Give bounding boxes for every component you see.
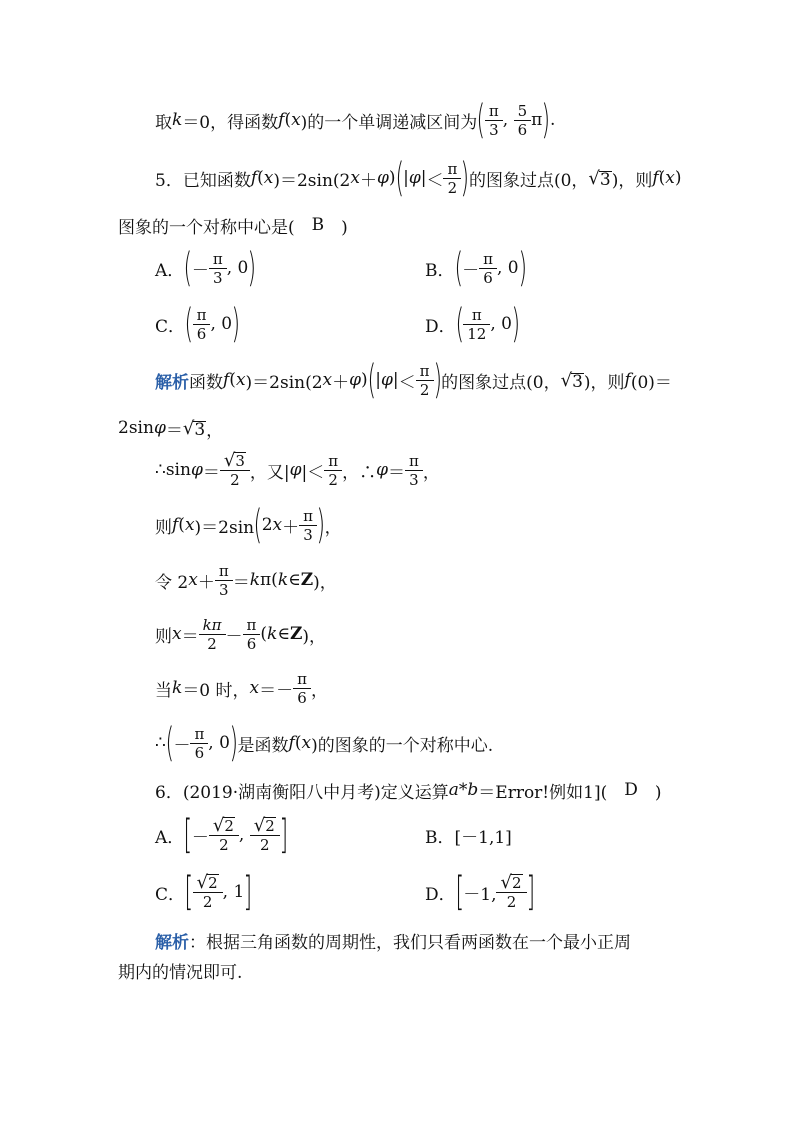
solution-5-line-2: 2sin φ ＝ √ 3 ， bbox=[118, 417, 224, 441]
solution-5-line-3: ∴sin φ ＝ √ 3 2 ，又| φ |＜ $\frac{\pi}{2}$ ，∴ φ ＝ $\frac{\pi}{3}$ ， bbox=[155, 449, 440, 489]
option-a: A． ( － $\frac{\pi}{3}$ , 0 ) bbox=[155, 245, 257, 291]
q6-option-c: C． [ √ 2 2 , 1 ] bbox=[155, 869, 253, 915]
q6-option-d: D． [ －1, √ 2 2 ] bbox=[425, 869, 535, 915]
solution-5-line-4: 则 f ( x )＝2sin ( 2 x ＋ $\frac{\pi}{3}$ ) ， bbox=[155, 502, 342, 548]
question-5-stem-cont: 图象的一个对称中心是( B ) bbox=[118, 215, 348, 238]
sqrt: √ 3 bbox=[588, 167, 611, 190]
solution-5-line-6: 则 x ＝ $\frac{k\pi}{2}$ － $\frac{\pi}{6}$ ( k ∈ Z )， bbox=[155, 615, 327, 653]
solution-6-line-2: 期内的情况即可. bbox=[118, 962, 243, 983]
fraction: $\frac{\pi}{3}$ bbox=[487, 102, 501, 139]
solution-6-line-1: 解析 ：根据三角函数的周期性，我们只看两函数在一个最小正周 bbox=[155, 932, 631, 953]
solution-5-line-5: 令 2 x ＋ $\frac{\pi}{3}$ ＝ k π( k ∈ Z )， bbox=[155, 561, 337, 599]
fraction: $\frac{\pi}{2}$ bbox=[445, 160, 459, 197]
answer: B bbox=[311, 215, 325, 235]
text-line: 取 k ＝0，得函数 f ( x )的一个单调递减区间为 ( $\frac{\pi}{3}$ , $\frac{5}{6}$ π ) . bbox=[155, 97, 556, 143]
answer: D bbox=[624, 780, 638, 800]
q6-option-a: A． [ － √ 2 2 , √ 2 2 ] bbox=[155, 812, 288, 858]
question-6-stem: 6．(2019·湖南衡阳八中月考)定义运算 a * b ＝Error!例如1]( D ) bbox=[155, 780, 662, 803]
q6-option-b: B． [－1,1] bbox=[425, 827, 512, 848]
solution-5-line-1: 解析 函数 f ( x )＝2sin(2 x ＋ φ ) ( |φ| ＜ $\frac{\pi}{2}$ ) 的图象过点(0， √ 3 )，则 f (0)＝ bbox=[155, 357, 672, 403]
solution-5-line-8: ∴ ( － $\frac{\pi}{6}$ , 0 ) 是函数 f ( x )的图象的一个对称中心. bbox=[155, 720, 494, 766]
option-c: C． ( $\frac{\pi}{6}$ , 0 ) bbox=[155, 301, 241, 347]
option-b: B． ( － $\frac{\pi}{6}$ , 0 ) bbox=[425, 245, 527, 291]
solution-5-line-7: 当 k ＝0 时， x ＝－ $\frac{\pi}{6}$ ， bbox=[155, 669, 328, 707]
question-5-stem: 5．已知函数 f ( x )＝2sin(2 x ＋ φ ) ( |φ| ＜ $\frac{\pi}{2}$ ) 的图象过点(0， √ 3 )，则 f ( x ) bbox=[155, 155, 682, 201]
fraction: $\frac{5}{6}$ bbox=[516, 102, 530, 139]
option-d: D． ( $\frac{\pi}{12}$ , 0 ) bbox=[425, 301, 521, 347]
